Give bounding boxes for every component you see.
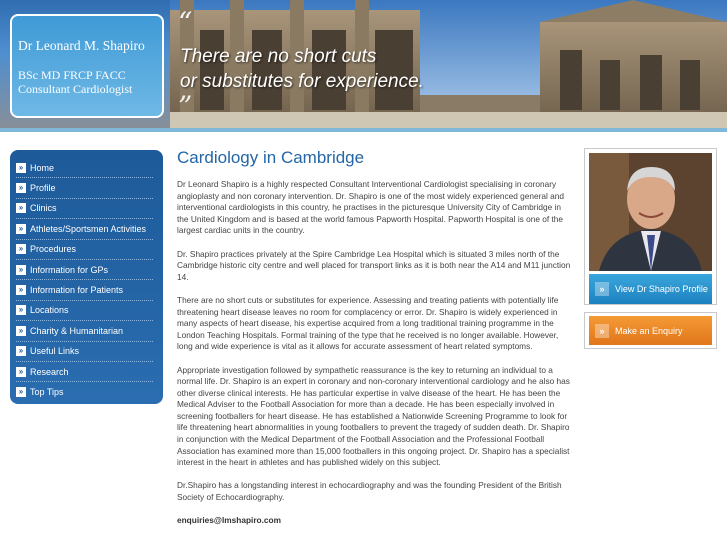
main-content bbox=[177, 148, 573, 525]
paragraph-intro: Dr Leonard Shapiro is a highly respected Consultant Interventional Cardiologist specialising in coronary angioplasty and non coronary intervention. Dr. Shapiro is one of the most widely experienced general and interventional cardiologists in this country, he practises in the picturesque University City of Cambridge in the United Kingdom and is based at the world famous Papworth Hospital. Papworth Hospital is one of the largest cardiac units in the country. bbox=[177, 179, 564, 236]
close-quote-icon: ” bbox=[178, 90, 193, 123]
arrow-icon: » bbox=[16, 163, 26, 173]
arrow-icon: » bbox=[16, 326, 26, 336]
paragraph-private-practice: Dr. Shapiro practices privately at the Spire Cambridge Lea Hospital which is situated 3 miles north of the Cambridge historic city centre and well placed for transport links as it is both near the A14 and M11 junction 14. bbox=[177, 248, 571, 282]
doctor-photo bbox=[589, 153, 712, 271]
credentials-degrees: BSc MD FRCP FACC bbox=[18, 68, 126, 82]
make-enquiry-button[interactable] bbox=[589, 316, 712, 345]
main-navigation bbox=[10, 150, 163, 404]
nav-item-profile[interactable] bbox=[16, 178, 153, 198]
arrow-icon: » bbox=[16, 387, 26, 397]
nav-item-label: Top Tips bbox=[30, 387, 64, 398]
arrow-icon: » bbox=[16, 183, 26, 193]
arrow-icon: » bbox=[16, 203, 26, 213]
nav-item-label: Research bbox=[30, 366, 69, 377]
view-profile-button[interactable] bbox=[589, 274, 712, 304]
nav-item-athletes[interactable] bbox=[16, 219, 153, 239]
paragraph-echocardiography: Dr.Shapiro has a longstanding interest in echocardiography and was the founding President of the British Society of Echocardiography. bbox=[177, 480, 562, 503]
nav-item-label: Athletes/Sportsmen Activities bbox=[30, 223, 147, 234]
nav-item-home[interactable] bbox=[16, 158, 153, 178]
profile-panel bbox=[584, 148, 717, 305]
nav-item-label: Profile bbox=[30, 183, 56, 194]
doctor-portrait-image bbox=[589, 153, 712, 271]
nav-item-label: Useful Links bbox=[30, 346, 80, 357]
site-header bbox=[0, 0, 727, 132]
nav-item-top-tips[interactable] bbox=[16, 382, 153, 402]
nav-item-clinics[interactable] bbox=[16, 199, 153, 219]
page-title: Cardiology in Cambridge bbox=[177, 148, 365, 167]
nav-item-label: Home bbox=[30, 162, 55, 173]
nav-item-label: Charity & Humanitarian bbox=[30, 325, 124, 336]
view-profile-label: View Dr Shapiro Profile bbox=[615, 284, 708, 294]
credentials-role: Consultant Cardiologist bbox=[18, 82, 133, 96]
header-quote bbox=[180, 44, 424, 94]
nav-item-label: Procedures bbox=[30, 244, 77, 255]
nav-item-label: Locations bbox=[30, 305, 69, 316]
arrow-icon: » bbox=[16, 346, 26, 356]
quote-line-2: or substitutes for experience. bbox=[180, 71, 424, 92]
credentials bbox=[18, 68, 162, 96]
arrow-icon: » bbox=[16, 305, 26, 315]
make-enquiry-label: Make an Enquiry bbox=[615, 325, 683, 336]
nav-item-label: Information for GPs bbox=[30, 264, 109, 275]
enquiry-panel bbox=[584, 312, 717, 349]
doctor-name: Dr Leonard M. Shapiro bbox=[18, 38, 145, 53]
nav-item-useful-links[interactable] bbox=[16, 342, 153, 362]
name-card bbox=[10, 14, 164, 118]
nav-item-patients[interactable] bbox=[16, 280, 153, 300]
nav-item-label: Clinics bbox=[30, 203, 57, 214]
arrow-icon: » bbox=[16, 224, 26, 234]
nav-item-procedures[interactable] bbox=[16, 240, 153, 260]
arrow-icon: » bbox=[595, 282, 609, 296]
nav-item-locations[interactable] bbox=[16, 301, 153, 321]
header-band bbox=[0, 128, 727, 132]
quote-line-1: There are no short cuts bbox=[180, 46, 377, 67]
arrow-icon: » bbox=[16, 265, 26, 275]
nav-item-charity[interactable] bbox=[16, 321, 153, 341]
nav-item-research[interactable] bbox=[16, 362, 153, 382]
arrow-icon: » bbox=[16, 285, 26, 295]
open-quote-icon: “ bbox=[178, 6, 193, 39]
paragraph-investigation: Appropriate investigation followed by sympathetic reassurance is the key to returning an individual to a normal life. Dr. Shapiro is an expert in coronary and non-coronary interventional cardiology and he also has other diverse clinical interests. He has particular expertise in valve disease of the heart. He has been the Medical Adviser to the Football Association for more than a decade. He has been especially involved in screening footballers for heart disease. He has established a Nationwide Screening Programme to look for life threatening heart abnormalities in young footballers to prevent the tragedy of sudden death. Dr. Shapiro in conjunction with the Medical Department of the Football Association and the Professional Football Association has examined more than 15,000 footballers in this ongoing project. Dr. Shapiro has a specialist interest in the heart in athletes and has published widely on this subject. bbox=[177, 364, 570, 468]
nav-item-gps[interactable] bbox=[16, 260, 153, 280]
arrow-icon: » bbox=[16, 244, 26, 254]
arrow-icon: » bbox=[16, 367, 26, 377]
email-link[interactable]: enquiries@lmshapiro.com bbox=[177, 515, 281, 526]
nav-item-label: Information for Patients bbox=[30, 285, 124, 296]
arrow-icon: » bbox=[595, 324, 609, 338]
paragraph-experience: There are no short cuts or substitutes for experience. Assessing and treating patients with potentially life threatening heart disease leaves no room for complacency or error. Dr. Shapiro is widely experienced in many aspects of heart disease, his expertise acquired from a long traditional training programme in the London Teaching Hospitals. Formal training of the type that he received is no longer available. However, long and wide experience is vital as it allows for accurate assessment of heart related symptoms. bbox=[177, 294, 559, 352]
